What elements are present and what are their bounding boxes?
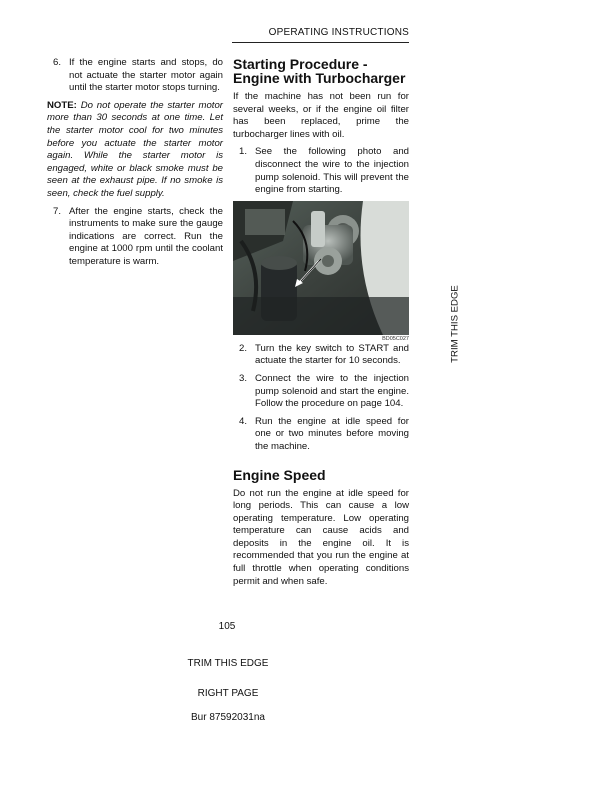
section-heading-engine-speed: Engine Speed	[233, 466, 326, 483]
step-6	[47, 57, 223, 95]
step-number: 7.	[53, 205, 62, 217]
step-number: 2.	[239, 342, 248, 354]
step-text: If the engine starts and stops, do not actuate the starter motor again until the starter motor stops turning.	[69, 57, 223, 94]
step-number: 1.	[239, 146, 248, 158]
step-text: Run the engine at idle speed for one or two minutes before moving the machine.	[255, 415, 409, 452]
step-text: See the following photo and disconnect the wire to the injection pump solenoid. This will prevent the engine from starting.	[255, 146, 409, 196]
step-number: 6.	[53, 57, 62, 68]
note-label: NOTE:	[47, 99, 77, 111]
step-4	[233, 416, 409, 454]
step-number: 4.	[239, 415, 248, 427]
step-2	[233, 343, 409, 368]
trim-edge-label: TRIM THIS EDGE	[449, 285, 461, 363]
trim-edge-vertical	[448, 284, 462, 364]
step-text: After the engine starts, check the instruments to make sure the gauge indications are correct. Run the engine at 1000 rpm until the coolant temperature is warm.	[69, 205, 223, 267]
footer-document-code: Bur 87592031na	[191, 712, 265, 723]
engine-speed-paragraph: Do not run the engine at idle speed for long periods. This can cause a low operating temperature. Low operating temperature can cause acids and deposits in the engine oil. It is recommended that you run the engine at full throttle when operating conditions permit and when safe.	[233, 487, 409, 587]
intro-paragraph: If the machine has not been run for several weeks, or if the engine oil filter has been replaced, prime the turbocharger lines with oil.	[233, 91, 409, 140]
page-number: 105	[218, 621, 236, 632]
note-block	[47, 100, 223, 201]
header-rule	[232, 42, 409, 43]
step-3	[233, 373, 409, 411]
footer-page-side: RIGHT PAGE	[197, 688, 259, 699]
step-number: 3.	[239, 372, 248, 384]
running-header: OPERATING INSTRUCTIONS	[268, 27, 409, 38]
step-1	[233, 146, 409, 196]
section-heading-starting-procedure: Starting Procedure - Engine with Turbocharger	[233, 56, 406, 86]
footer-trim-label: TRIM THIS EDGE	[187, 658, 269, 669]
left-column	[47, 57, 223, 269]
step-text: Turn the key switch to START and actuate the starter for 10 seconds.	[255, 342, 409, 367]
step-7	[47, 206, 223, 269]
note-text: Do not operate the starter motor more than 30 seconds at one time. Let the starter motor cool for two minutes before you actuate the starter motor again. While the starter motor is engaged, white or black smoke must be seen at the exhaust pipe. If no smoke is seen, check the fuel supply.	[47, 99, 223, 199]
photo-code: BD05C027	[382, 335, 409, 342]
step-text: Connect the wire to the injection pump solenoid and start the engine. Follow the procedure on page 104.	[255, 372, 409, 410]
right-column	[233, 57, 409, 588]
injection-pump-photo	[233, 201, 409, 335]
